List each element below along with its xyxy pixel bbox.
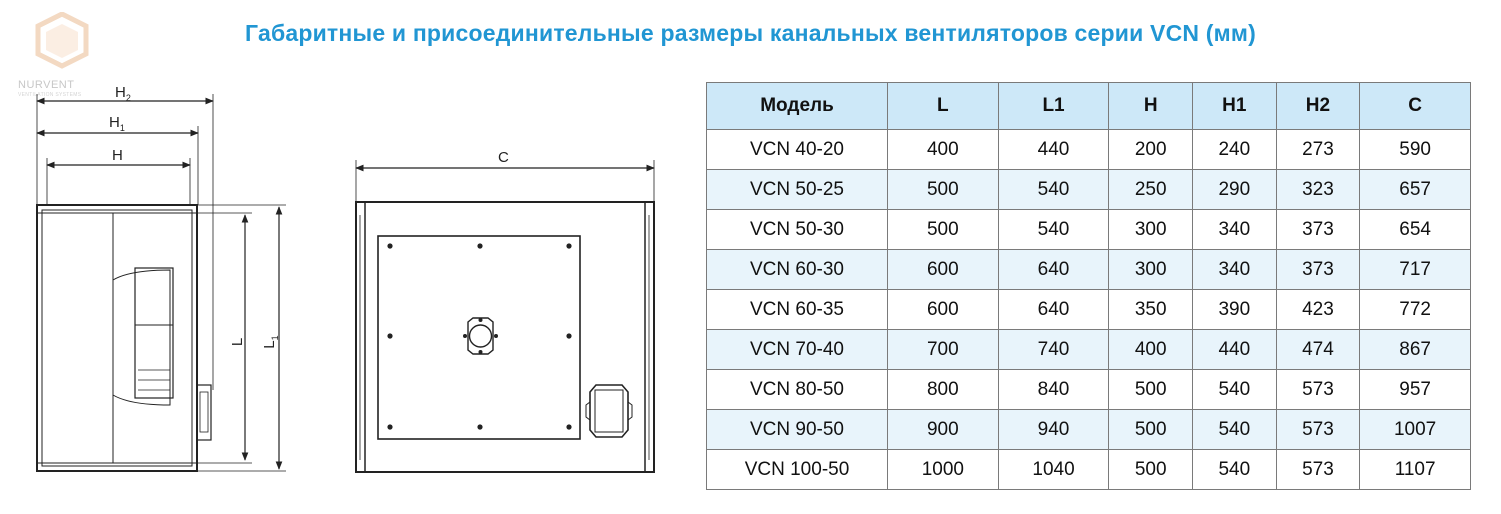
- cell-l1: 540: [998, 210, 1109, 250]
- logo-name: NURVENT: [18, 79, 75, 91]
- label-c: C: [498, 149, 509, 166]
- cell-l: 500: [888, 170, 999, 210]
- table-row: [707, 330, 1471, 370]
- cell-model: VCN 50-30: [707, 210, 888, 250]
- cell-h: 500: [1109, 370, 1193, 410]
- cell-c: 657: [1360, 170, 1471, 210]
- page-title: Габаритные и присоединительные размеры канальных вентиляторов серии VCN (мм): [245, 20, 1256, 46]
- cell-h2: 373: [1276, 250, 1360, 290]
- cell-h2: 373: [1276, 210, 1360, 250]
- cell-l: 600: [888, 290, 999, 330]
- header-model: Модель: [707, 83, 888, 130]
- cell-c: 1107: [1360, 450, 1471, 490]
- cell-l: 1000: [888, 450, 999, 490]
- cell-h: 200: [1109, 130, 1193, 170]
- cell-h2: 273: [1276, 130, 1360, 170]
- table-row: [707, 170, 1471, 210]
- cell-c: 1007: [1360, 410, 1471, 450]
- cell-h2: 573: [1276, 450, 1360, 490]
- cell-l: 800: [888, 370, 999, 410]
- cell-h1: 390: [1193, 290, 1277, 330]
- cell-h1: 540: [1193, 450, 1277, 490]
- cell-l1: 640: [998, 250, 1109, 290]
- motor-hub: [468, 318, 493, 354]
- cell-l: 600: [888, 250, 999, 290]
- table-row: [707, 370, 1471, 410]
- cell-h2: 573: [1276, 370, 1360, 410]
- cell-h: 250: [1109, 170, 1193, 210]
- header-h1: H1: [1193, 83, 1277, 130]
- cell-c: 654: [1360, 210, 1471, 250]
- cell-l1: 940: [998, 410, 1109, 450]
- cell-c: 590: [1360, 130, 1471, 170]
- table-row: [707, 450, 1471, 490]
- label-h1-sub: 1: [119, 123, 125, 133]
- cell-l: 900: [888, 410, 999, 450]
- cell-l1: 540: [998, 170, 1109, 210]
- cell-h1: 540: [1193, 370, 1277, 410]
- cell-l: 400: [888, 130, 999, 170]
- front-view-drawing: [340, 140, 670, 480]
- cell-c: 957: [1360, 370, 1471, 410]
- cell-l1: 840: [998, 370, 1109, 410]
- table-row: [707, 250, 1471, 290]
- cell-model: VCN 90-50: [707, 410, 888, 450]
- cell-model: VCN 80-50: [707, 370, 888, 410]
- svg-text:H1: [109, 114, 125, 133]
- cell-h1: 290: [1193, 170, 1277, 210]
- cell-h1: 340: [1193, 210, 1277, 250]
- cell-h: 350: [1109, 290, 1193, 330]
- label-h2-sub: 2: [125, 93, 131, 103]
- svg-text:L1: [261, 335, 280, 348]
- side-view-drawing: [20, 80, 320, 480]
- header-l1: L1: [998, 83, 1109, 130]
- cell-l1: 640: [998, 290, 1109, 330]
- label-h: H: [112, 147, 123, 164]
- cell-h: 300: [1109, 210, 1193, 250]
- table-row: [707, 290, 1471, 330]
- logo-tagline: VENTILATION SYSTEMS: [18, 92, 82, 98]
- motor-plate: [378, 236, 580, 439]
- cell-c: 717: [1360, 250, 1471, 290]
- cell-model: VCN 60-35: [707, 290, 888, 330]
- cell-h1: 540: [1193, 410, 1277, 450]
- label-l: L: [229, 337, 246, 347]
- cell-l1: 440: [998, 130, 1109, 170]
- cell-model: VCN 70-40: [707, 330, 888, 370]
- cell-c: 772: [1360, 290, 1471, 330]
- terminal-box: [590, 385, 628, 437]
- header-h: H: [1109, 83, 1193, 130]
- cell-model: VCN 100-50: [707, 450, 888, 490]
- cell-h: 300: [1109, 250, 1193, 290]
- cell-l1: 1040: [998, 450, 1109, 490]
- table-row: [707, 210, 1471, 250]
- cell-h: 500: [1109, 450, 1193, 490]
- cell-h2: 423: [1276, 290, 1360, 330]
- cell-h2: 573: [1276, 410, 1360, 450]
- label-h1: H: [109, 114, 120, 131]
- cell-h1: 240: [1193, 130, 1277, 170]
- cell-h: 400: [1109, 330, 1193, 370]
- cell-h1: 340: [1193, 250, 1277, 290]
- cell-model: VCN 60-30: [707, 250, 888, 290]
- label-h2: H: [115, 84, 126, 101]
- table-row: [707, 130, 1471, 170]
- cell-h2: 474: [1276, 330, 1360, 370]
- dimensions-table: [706, 82, 1471, 490]
- cell-model: VCN 50-25: [707, 170, 888, 210]
- cell-l: 700: [888, 330, 999, 370]
- cell-c: 867: [1360, 330, 1471, 370]
- cell-l1: 740: [998, 330, 1109, 370]
- table-row: [707, 410, 1471, 450]
- label-l1-sub: 1: [270, 335, 280, 341]
- cell-h1: 440: [1193, 330, 1277, 370]
- svg-text:H2: [115, 84, 131, 103]
- cell-model: VCN 40-20: [707, 130, 888, 170]
- header-c: C: [1360, 83, 1471, 130]
- header-l: L: [888, 83, 999, 130]
- cell-h2: 323: [1276, 170, 1360, 210]
- table-header-row: [707, 83, 1471, 130]
- cell-h: 500: [1109, 410, 1193, 450]
- label-l1: L: [261, 340, 278, 349]
- cell-l: 500: [888, 210, 999, 250]
- header-h2: H2: [1276, 83, 1360, 130]
